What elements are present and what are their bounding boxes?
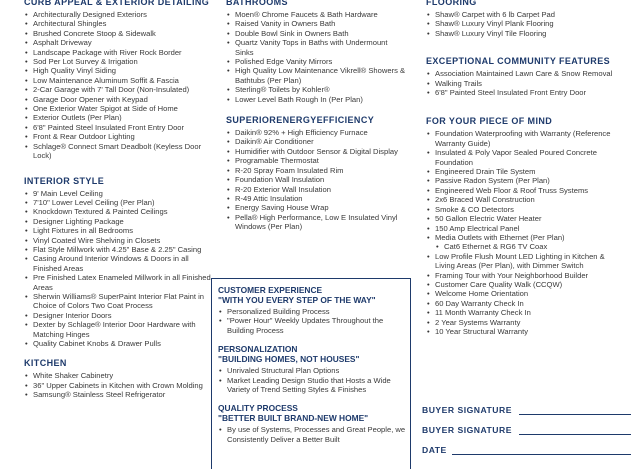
list-item: • Garage Door Opener with Keypad bbox=[24, 95, 214, 104]
left-column bbox=[24, 0, 214, 400]
quality-title: QUALITY PROCESS bbox=[218, 403, 298, 414]
list-item: • Smoke & CO Detectors bbox=[426, 205, 616, 214]
list-item: • Landscape Package with River Rock Border bbox=[24, 48, 214, 57]
list-item: • Light Fixtures in all Bedrooms bbox=[24, 226, 214, 235]
personal-tagline: "BUILDING HOMES, NOT HOUSES" bbox=[218, 354, 360, 365]
list-item: • Sterling® Toilets by Kohler® bbox=[226, 85, 406, 94]
community-list bbox=[426, 69, 616, 97]
list-item: • High Quality Vinyl Siding bbox=[24, 66, 214, 75]
list-item: • Samsung® Stainless Steel Refrigerator bbox=[24, 390, 214, 399]
list-item: • Asphalt Driveway bbox=[24, 38, 214, 47]
list-item: • Brushed Concrete Stoop & Sidewalk bbox=[24, 29, 214, 38]
list-item: • 2 Year Systems Warranty bbox=[426, 318, 616, 327]
list-item: • R-20 Exterior Wall Insulation bbox=[226, 185, 406, 194]
list-item: • Shaw® Luxury Vinyl Plank Flooring bbox=[426, 19, 616, 28]
personal-list bbox=[218, 366, 406, 394]
list-item: • Customer Care Quality Walk (CCQW) bbox=[426, 280, 616, 289]
list-item: • Unrivaled Structural Plan Options bbox=[218, 366, 406, 375]
list-item: • Low Maintenance Aluminum Soffit & Fascia bbox=[24, 76, 214, 85]
flooring-list bbox=[426, 10, 616, 38]
flooring-title: FLOORING bbox=[426, 0, 477, 7]
customer-title: CUSTOMER EXPERIENCE bbox=[218, 285, 323, 295]
bath-title: BATHROOMS bbox=[226, 0, 288, 7]
list-item: • Exterior Outlets (Per Plan) bbox=[24, 113, 214, 122]
list-item: • Pre Finished Latex Enameled Millwork in all Finished Areas bbox=[24, 273, 214, 292]
list-item: • High Quality Low Maintenance Vikrell® Showers & Bathtubs (Per Plan) bbox=[226, 66, 406, 85]
list-item: • 60 Day Warranty Check In bbox=[426, 299, 616, 308]
list-item: • Welcome Home Orientation bbox=[426, 289, 616, 298]
list-item: • Insulated & Poly Vapor Sealed Poured Concrete Foundation bbox=[426, 148, 616, 167]
list-item: • Programable Thermostat bbox=[226, 156, 406, 165]
list-item: • Shaw® Luxury Vinyl Tile Flooring bbox=[426, 29, 616, 38]
list-item: • 150 Amp Electrical Panel bbox=[426, 224, 616, 233]
list-item: • Market Leading Design Studio that Hosts a Wide Variety of Trend Setting Styles & Finishes bbox=[218, 376, 406, 395]
list-item: • Raised Vanity in Owners Bath bbox=[226, 19, 406, 28]
list-item: • One Exterior Water Spigot at Side of Home bbox=[24, 104, 214, 113]
curb-title: CURB APPEAL & EXTERIOR DETAILING bbox=[24, 0, 210, 7]
list-item: • 9' Main Level Ceiling bbox=[24, 189, 214, 198]
list-item: • Schlage® Connect Smart Deadbolt (Keyless Door Lock) bbox=[24, 142, 214, 161]
customer-tagline: "WITH YOU EVERY STEP OF THE WAY" bbox=[218, 295, 376, 305]
list-item: • Energy Saving House Wrap bbox=[226, 203, 406, 212]
buyer-signature-label-1: BUYER SIGNATURE bbox=[422, 405, 512, 415]
interior-title: INTERIOR STYLE bbox=[24, 175, 105, 186]
list-item: • Quality Cabinet Knobs & Drawer Pulls bbox=[24, 339, 214, 348]
list-item: • Foundation Wall Insulation bbox=[226, 175, 406, 184]
list-item: • Media Outlets with Ethernet (Per Plan) bbox=[426, 233, 616, 242]
community-title: EXCEPTIONAL COMMUNITY FEATURES bbox=[426, 56, 611, 67]
list-item: • Engineered Web Floor & Roof Truss Systems bbox=[426, 186, 616, 195]
buyer-signature-line-2[interactable] bbox=[519, 434, 631, 435]
list-item: • 10 Year Structural Warranty bbox=[426, 327, 616, 336]
list-item: • Designer Interior Doors bbox=[24, 311, 214, 320]
middle-column bbox=[226, 0, 406, 232]
list-subitem: • Cat6 Ethernet & RG6 TV Coax bbox=[426, 242, 616, 251]
list-item: • Architecturally Designed Exteriors bbox=[24, 10, 214, 19]
energy-list bbox=[226, 128, 406, 231]
list-item: • Designer Lighting Package bbox=[24, 217, 214, 226]
date-line[interactable] bbox=[452, 454, 631, 455]
list-item: • Sod Per Lot Survey & Irrigation bbox=[24, 57, 214, 66]
personal-title: PERSONALIZATION bbox=[218, 344, 298, 355]
bath-list bbox=[226, 10, 406, 104]
curb-list bbox=[24, 10, 214, 161]
customer-list bbox=[218, 307, 406, 335]
list-item: • 2-Car Garage with 7' Tall Door (Non-Insulated) bbox=[24, 85, 214, 94]
date-label: DATE bbox=[422, 445, 447, 455]
list-item: • Daikin® 92% + High Efficiency Furnace bbox=[226, 128, 406, 137]
list-item: • White Shaker Cabinetry bbox=[24, 371, 214, 380]
kitchen-list bbox=[24, 371, 214, 399]
list-item: • R-49 Attic Insulation bbox=[226, 194, 406, 203]
list-item: • Foundation Waterproofing with Warranty (Reference Warranty Guide) bbox=[426, 129, 616, 148]
list-item: • Architectural Shingles bbox=[24, 19, 214, 28]
energy-title: SUPERIORENERGYEFFICIENCY bbox=[226, 115, 375, 126]
list-item: • Shaw® Carpet with 6 lb Carpet Pad bbox=[426, 10, 616, 19]
list-item: • Framing Tour with Your Neighborhood Builder bbox=[426, 271, 616, 280]
list-item: • 2x6 Braced Wall Construction bbox=[426, 195, 616, 204]
buyer-signature-line-1[interactable] bbox=[519, 414, 631, 415]
list-item: • By use of Systems, Processes and Great People, we Consistently Deliver a Better Built bbox=[218, 425, 406, 444]
list-item: • 6'8" Painted Steel Insulated Front Entry Door bbox=[24, 123, 214, 132]
list-item: • Sherwin Williams® SuperPaint Interior Flat Paint in Choice of Colors Two Coat Process bbox=[24, 292, 214, 311]
list-item: • 6'8" Painted Steel Insulated Front Entry Door bbox=[426, 88, 616, 97]
list-item: • 7'10" Lower Level Ceiling (Per Plan) bbox=[24, 198, 214, 207]
list-item: • Walking Trails bbox=[426, 79, 616, 88]
interior-list bbox=[24, 189, 214, 349]
experience-box bbox=[211, 278, 411, 469]
list-item: • Humidifier with Outdoor Sensor & Digital Display bbox=[226, 147, 406, 156]
kitchen-title: KITCHEN bbox=[24, 358, 67, 369]
list-item: • 50 Gallon Electric Water Heater bbox=[426, 214, 616, 223]
list-item: • Front & Rear Outdoor Lighting bbox=[24, 132, 214, 141]
list-item: • Association Maintained Lawn Care & Snow Removal bbox=[426, 69, 616, 78]
list-item: • Quartz Vanity Tops in Baths with Undermount Sinks bbox=[226, 38, 406, 57]
right-column bbox=[426, 0, 616, 336]
list-item: • Dexter by Schlage® Interior Door Hardware with Matching Hinges bbox=[24, 320, 214, 339]
list-item: • Casing Around Interior Windows & Doors in all Finished Areas bbox=[24, 254, 214, 273]
list-item: • Moen® Chrome Faucets & Bath Hardware bbox=[226, 10, 406, 19]
list-item: • Pella® High Performance, Low E Insulated Vinyl Windows (Per Plan) bbox=[226, 213, 406, 232]
list-item: • Flat Style Millwork with 4.25" Base & 2.25" Casing bbox=[24, 245, 214, 254]
quality-list bbox=[218, 425, 406, 444]
buyer-signature-label-2: BUYER SIGNATURE bbox=[422, 425, 512, 435]
list-item: • Vinyl Coated Wire Shelving in Closets bbox=[24, 236, 214, 245]
list-item: • Personalized Building Process bbox=[218, 307, 406, 316]
list-item: • 11 Month Warranty Check In bbox=[426, 308, 616, 317]
list-item: • R-20 Spray Foam Insulated Rim bbox=[226, 166, 406, 175]
list-item: • Polished Edge Vanity Mirrors bbox=[226, 57, 406, 66]
list-item: • Engineered Drain Tile System bbox=[426, 167, 616, 176]
quality-tagline: "BETTER BUILT BRAND-NEW HOME" bbox=[218, 413, 369, 424]
list-item: • Double Bowl Sink in Owners Bath bbox=[226, 29, 406, 38]
list-item: • Daikin® Air Conditioner bbox=[226, 137, 406, 146]
list-item: • Knockdown Textured & Painted Ceilings bbox=[24, 207, 214, 216]
list-item: • Low Profile Flush Mount LED Lighting in Kitchen & Living Areas (Per Plan), with Dimmer Switch bbox=[426, 252, 616, 271]
list-item: • "Power Hour" Weekly Updates Throughout the Building Process bbox=[218, 316, 406, 335]
mind-list bbox=[426, 129, 616, 336]
list-item: • 36" Upper Cabinets in Kitchen with Crown Molding bbox=[24, 381, 214, 390]
mind-title: FOR YOUR PIECE OF MIND bbox=[426, 116, 553, 127]
list-item: • Lower Level Bath Rough In (Per Plan) bbox=[226, 95, 406, 104]
list-item: • Passive Radon System (Per Plan) bbox=[426, 176, 616, 185]
